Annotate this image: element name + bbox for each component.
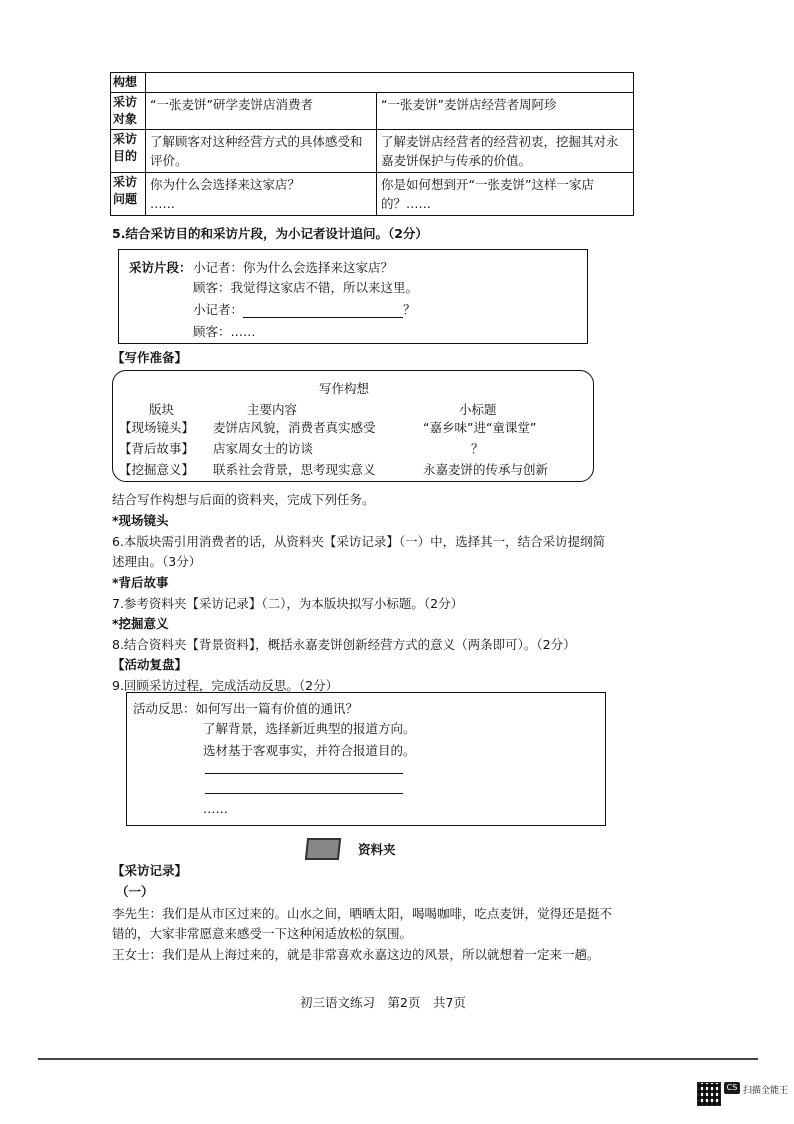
table-cell — [146, 73, 634, 93]
plan-column-header: 小标题 — [459, 402, 497, 417]
plan-section: 【挖掘意义】 — [119, 462, 195, 477]
reflection-line: …… — [203, 801, 228, 816]
table-cell: 你为什么会选择来这家店？ …… — [146, 173, 377, 216]
table-row — [111, 73, 634, 93]
row-header: 采访问题 — [111, 173, 146, 216]
row-header: 采访目的 — [111, 130, 146, 173]
section-heading: 【活动复盘】 — [112, 657, 188, 672]
plan-section: 【背后故事】 — [119, 441, 195, 456]
answer-blank[interactable] — [243, 303, 403, 318]
reflection-line: 了解背景，选择新近典型的报道方向。 — [203, 721, 416, 736]
plan-subtitle: 永嘉麦饼的传承与创新 — [423, 462, 549, 477]
table-cell: “一张麦饼”麦饼店经营者周阿珍 — [377, 93, 634, 130]
subsection-heading: *背后故事 — [112, 575, 169, 590]
folder-title: 资料夹 — [358, 842, 396, 857]
plan-title: 写作构想 — [319, 381, 370, 396]
excerpt-prefix: 小记者： — [193, 302, 244, 317]
scanner-logo-icon: CS — [724, 1082, 740, 1094]
question-9: 9.回顾采访过程，完成活动反思。（2分） — [112, 678, 339, 693]
footer-rule — [38, 1058, 758, 1060]
table-cell: 你是如何想到开“一张麦饼”这样一家店的？…… — [377, 173, 634, 216]
subsection-heading: *现场镜头 — [112, 513, 169, 528]
excerpt-suffix: ？ — [403, 302, 416, 317]
table-row — [111, 130, 634, 173]
interview-outline-table — [110, 72, 634, 216]
part-label: （一） — [116, 884, 154, 899]
table-row — [111, 93, 634, 130]
excerpt-line: 小记者：你为什么会选择来这家店？ — [193, 260, 394, 275]
interview-excerpt-box — [118, 249, 588, 344]
subsection-heading: *挖掘意义 — [112, 616, 169, 631]
question-5: 5.结合采访目的和采访片段，为小记者设计追问。（2分） — [112, 226, 428, 241]
interview-record-line: 错的，大家非常愿意来感受一下这种闲适放松的氛围。 — [112, 926, 413, 941]
question-8: 8.结合资料夹【背景资料】，概括永嘉麦饼创新经营方式的意义（两条即可）。（2分） — [112, 637, 576, 652]
section-heading: 【采访记录】 — [112, 863, 188, 878]
plan-column-header: 主要内容 — [247, 402, 298, 417]
reflection-line: 选材基于客观事实，并符合报道目的。 — [203, 743, 416, 758]
question-7: 7.参考资料夹【采访记录】（二），为本版块拟写小标题。（2分） — [112, 596, 464, 611]
scanner-brand: 扫描全能王 — [743, 1086, 789, 1096]
reflection-box — [126, 692, 606, 826]
excerpt-line: 顾客：我觉得这家店不错，所以来这里。 — [193, 280, 419, 295]
qr-code-icon — [697, 1082, 721, 1106]
plan-content: 联系社会背景，思考现实意义 — [213, 462, 376, 477]
plan-content: 麦饼店风貌，消费者真实感受 — [213, 420, 376, 435]
plan-subtitle: ？ — [471, 441, 484, 456]
section-heading: 【写作准备】 — [112, 350, 188, 365]
interview-record-line: 王女士：我们是从上海过来的，就是非常喜欢永嘉这边的风景，所以就想着一定来一趟。 — [112, 947, 600, 962]
table-row — [111, 173, 634, 216]
excerpt-line: 顾客：…… — [193, 324, 256, 339]
answer-line[interactable] — [205, 793, 403, 794]
writing-plan-box — [112, 370, 594, 482]
plan-section: 【现场镜头】 — [119, 420, 195, 435]
folder-icon — [305, 838, 341, 860]
answer-line[interactable] — [205, 773, 403, 774]
excerpt-label: 采访片段： — [129, 260, 192, 275]
interview-record-line: 李先生：我们是从市区过来的。山水之间，晒晒太阳，喝喝咖啡，吃点麦饼，觉得还是挺不 — [112, 906, 613, 921]
row-header: 构想 — [111, 73, 146, 93]
excerpt-line — [193, 300, 416, 318]
question-6-cont: 述理由。（3分） — [112, 554, 202, 569]
table-cell: 了解顾客对这种经营方式的具体感受和评价。 — [146, 130, 377, 173]
question-6: 6.本版块需引用消费者的话，从资料夹【采访记录】（一）中，选择其一，结合采访提纲简 — [112, 534, 606, 549]
plan-subtitle: “嘉乡味”进“童课堂” — [423, 420, 537, 435]
reflection-line: 活动反思：如何写出一篇有价值的通讯？ — [133, 701, 359, 716]
instruction-text: 结合写作构想与后面的资料夹，完成下列任务。 — [112, 492, 375, 507]
table-cell: 了解麦饼店经营者的经营初衷，挖掘其对永嘉麦饼保护与传承的价值。 — [377, 130, 634, 173]
plan-column-header: 版块 — [149, 402, 175, 417]
page-footer: 初三语文练习 第2页 共7页 — [300, 995, 466, 1010]
row-header: 采访对象 — [111, 93, 146, 130]
table-cell: “一张麦饼”研学麦饼店消费者 — [146, 93, 377, 130]
plan-content: 店家周女士的访谈 — [213, 441, 314, 456]
